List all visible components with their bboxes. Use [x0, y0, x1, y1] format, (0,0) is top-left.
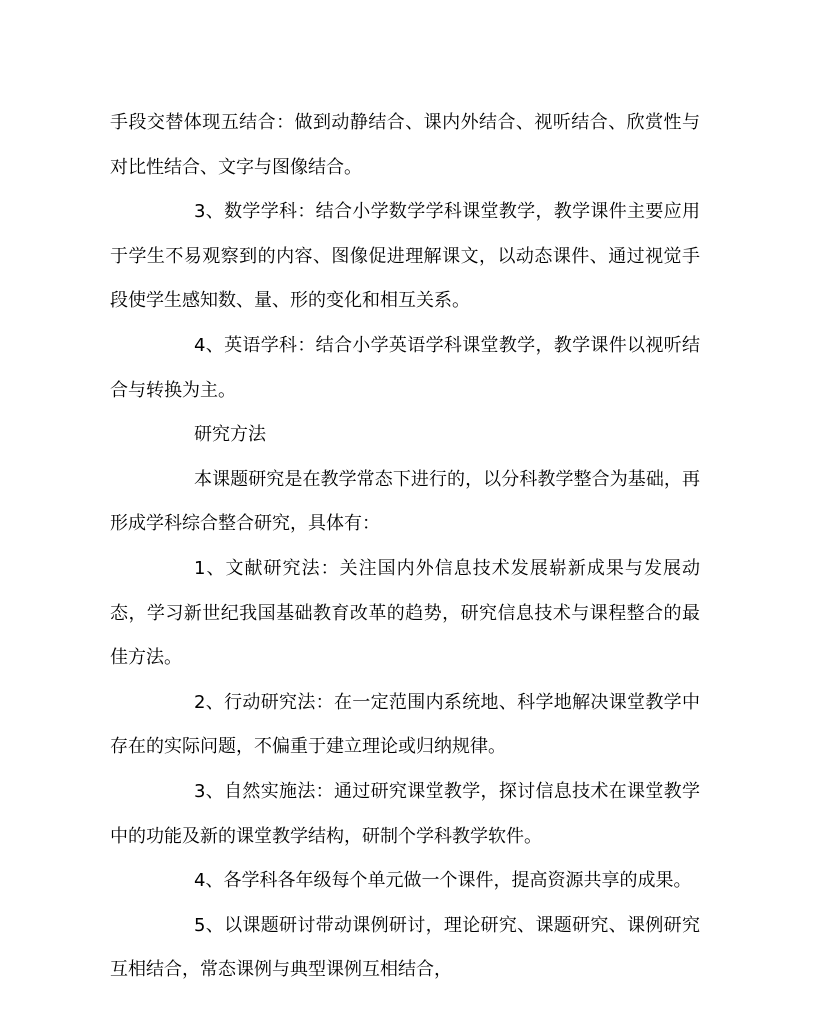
- paragraph-unit-courseware: 4、各学科各年级每个单元做一个课件，提高资源共享的成果。: [194, 870, 692, 892]
- paragraph-literature-method: 1、文献研究法：关注国内外信息技术发展崭新成果与发展动态，学习新世纪我国基础教育改革的趋势，研究信息技术与课程整合的最佳方法。: [110, 557, 700, 669]
- section-heading-research-methods: 研究方法: [194, 424, 266, 446]
- paragraph-natural-implementation-method: 3、自然实施法：通过研究课堂教学，探讨信息技术在课堂教学中的功能及新的课堂教学结构，研制个学科教学软件。: [110, 780, 700, 847]
- paragraph-english-subject: 4、英语学科：结合小学英语学科课堂教学，教学课件以视听结合与转换为主。: [110, 334, 700, 401]
- paragraph-action-research-method: 2、行动研究法：在一定范围内系统地、科学地解决课堂教学中存在的实际问题，不偏重于建立理论或归纳规律。: [110, 691, 700, 758]
- paragraph-case-study-method: 5、以课题研讨带动课例研讨，理论研究、课题研究、课例研究互相结合，常态课例与典型课例互相结合，: [110, 914, 700, 981]
- paragraph-five-combinations: 手段交替体现五结合：做到动静结合、课内外结合、视听结合、欣赏性与对比性结合、文字与图像结合。: [110, 112, 700, 178]
- paragraph-research-intro: 本课题研究是在教学常态下进行的，以分科教学整合为基础，再形成学科综合整合研究，具体有：: [110, 468, 700, 535]
- document-body: [110, 101, 700, 993]
- paragraph-math-subject: 3、数学学科：结合小学数学学科课堂教学，教学课件主要应用于学生不易观察到的内容、图像促进理解课文，以动态课件、通过视觉手段使学生感知数、量、形的变化和相互关系。: [110, 201, 700, 312]
